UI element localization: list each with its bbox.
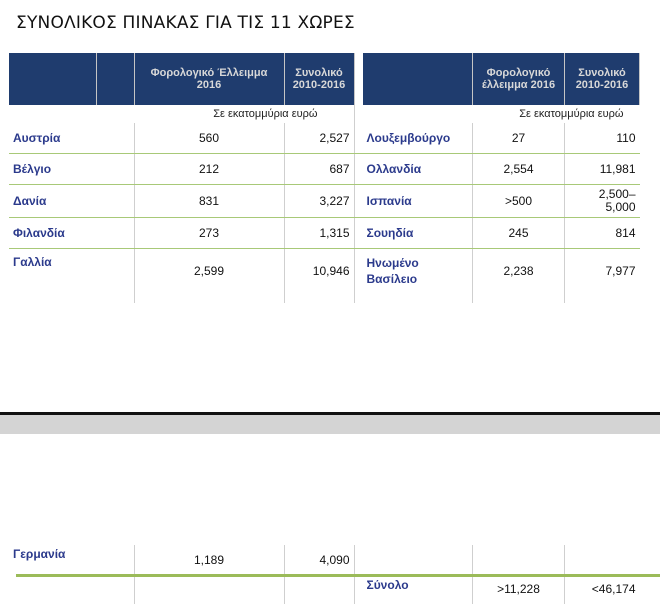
total-value: 4,090 [284,545,354,574]
header-right-total: Συνολικό 2010-2016 [565,53,640,105]
deficit-value: 2,554 [473,153,565,184]
header-right-deficit: Φορολογικό έλλειμμα 2016 [473,53,565,105]
table-row [9,153,640,184]
table-row [9,545,640,574]
country-name: Ισπανία [363,184,473,217]
total-value: 2,527 [284,123,354,153]
total-value: 11,981 [565,153,640,184]
table-row [9,248,640,293]
total-divider [16,574,660,577]
country-name: Φιλανδία [9,217,96,248]
total-deficit-value: >11,228 [473,574,565,604]
total-value: 2,500–5,000 [565,184,640,217]
country-name: Αυστρία [9,123,96,153]
header-row [9,53,640,105]
total-row [9,574,640,604]
table-row [9,217,640,248]
page-title: ΣΥΝΟΛΙΚΟΣ ΠΙΝΑΚΑΣ ΓΙΑ ΤΙΣ 11 ΧΩΡΕΣ [16,13,355,33]
country-name: Λουξεμβούργο [363,123,473,153]
unit-label-left: Σε εκατομμύρια ευρώ [9,105,354,123]
header-spacer [96,53,134,105]
table-row [9,123,640,153]
total-value: 814 [565,217,640,248]
total-label: Σύνολο [363,574,473,604]
total-value: 687 [284,153,354,184]
deficit-value: 1,189 [134,545,284,574]
country-name: Δανία [9,184,96,217]
header-spacer [363,53,473,105]
country-name: Ηνωμένο Βασίλειο [363,248,473,293]
table-row [9,184,640,217]
deficit-value: 212 [134,153,284,184]
header-spacer [9,53,96,105]
total-value: 1,315 [284,217,354,248]
total-sum-value: <46,174 [591,582,636,596]
country-name: Γαλλία [13,254,52,269]
deficit-value: 245 [473,217,565,248]
unit-row [9,105,640,123]
summary-table [9,53,640,303]
page-break-band [0,412,660,434]
header-left-deficit: Φορολογικό Έλλειμμα 2016 [134,53,284,105]
country-name: Βέλγιο [9,153,96,184]
deficit-value: 560 [134,123,284,153]
country-name: Ολλανδία [363,153,473,184]
deficit-value: 2,599 [134,248,284,293]
header-gap [354,53,363,105]
header-left-total: Συνολικό 2010-2016 [284,53,354,105]
deficit-value: 27 [473,123,565,153]
deficit-value: 273 [134,217,284,248]
country-name: Σουηδία [363,217,473,248]
total-value: 110 [565,123,640,153]
total-value: 3,227 [284,184,354,217]
deficit-value: 831 [134,184,284,217]
total-value: 7,977 [605,263,636,278]
deficit-value: 2,238 [473,248,565,293]
unit-label-right: Σε εκατομμύρια ευρώ [519,108,624,120]
deficit-value: >500 [473,184,565,217]
total-value: 10,946 [284,248,354,293]
country-name: Γερμανία [13,547,66,561]
